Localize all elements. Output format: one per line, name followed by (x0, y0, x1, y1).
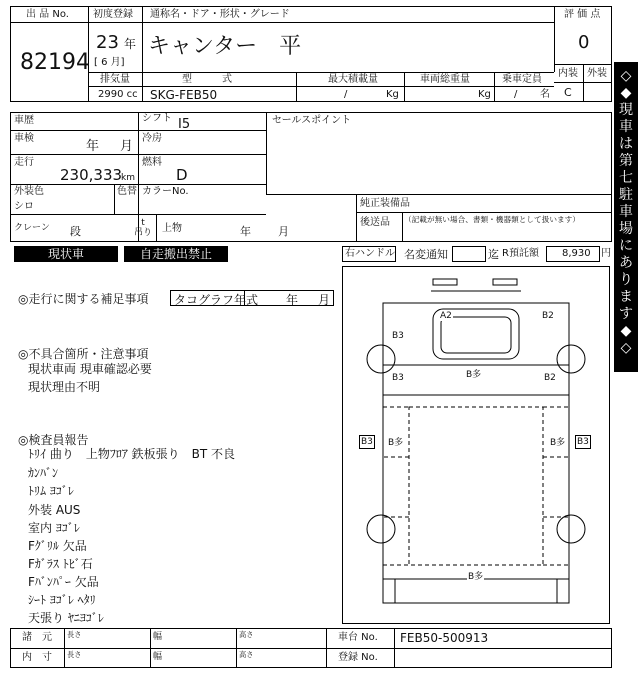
chassis-no: FEB50-500913 (400, 631, 489, 645)
banner-char: ◇ (620, 340, 632, 356)
car-name-label: 通称名・ドア・形状・グレード (150, 9, 290, 20)
banner-char: ま (619, 289, 633, 305)
interior-grade-label: 内装 (558, 68, 578, 79)
exterior-color-value: シロ (14, 201, 34, 212)
name-change-label: 名変通知 (404, 248, 448, 261)
lot-no-label: 出 品 No. (26, 9, 69, 20)
capacity-unit: 名 (540, 89, 550, 100)
banner-char: 現 (619, 102, 633, 118)
dimensions-label: 諸 元 (22, 632, 52, 643)
inspector-line: ﾄﾘﾑ ﾖｺﾞﾚ (28, 484, 74, 498)
banner-char: に (619, 238, 633, 254)
standard-equipment-label: 純正装備品 (360, 198, 410, 209)
banner-char: 七 (619, 170, 633, 186)
inspector-line: Fﾊﾞﾝﾊﾟｰ 欠品 (28, 575, 99, 589)
damage-mark: B多 (387, 435, 404, 448)
expiry-label: 迄 (488, 248, 499, 261)
recycle-unit: 円 (601, 248, 611, 259)
inspection-year: 年 (86, 139, 100, 154)
damage-mark: A2 (440, 311, 452, 321)
crane-stage: 段 (70, 225, 81, 238)
displacement: 2990 cc (98, 89, 138, 100)
upper-month: 月 (278, 225, 289, 238)
shift-label: シフト (142, 113, 172, 124)
inspector-line: ｶﾝﾊﾞﾝ (28, 466, 59, 480)
inspector-line: 室内 ﾖｺﾞﾚ (28, 521, 80, 535)
damage-mark-box: B3 (577, 437, 589, 447)
fuel-label: 燃料 (142, 157, 162, 168)
handle-value: 右ハンドル (345, 248, 395, 259)
crane-ton: t 吊り (134, 218, 153, 238)
damage-mark-box: B3 (361, 437, 373, 447)
height-label: 高さ (239, 631, 254, 640)
width-label: 幅 (153, 652, 163, 662)
mileage-unit: km (121, 173, 135, 183)
recycle-value: 8,930 (562, 248, 591, 259)
fuel-value: D (176, 166, 188, 184)
exterior-color-label: 外装色 (14, 186, 44, 197)
crane-label: クレーン (14, 223, 50, 233)
color-change-label: 色替 (117, 186, 137, 197)
defect-line: 現状理由不明 (28, 380, 101, 394)
capacity-slash: / (514, 89, 518, 100)
self-drive-prohibited-badge: 自走搬出禁止 (124, 246, 228, 262)
mileage-value: 230,333 (60, 166, 123, 184)
damage-mark: B3 (392, 373, 404, 383)
name-change-box (452, 246, 486, 262)
tacho-label: タコグラフ年式 (174, 293, 259, 307)
banner-char: 場 (619, 221, 633, 237)
damage-mark: B2 (544, 373, 556, 383)
tacho-month: 月 (318, 293, 331, 307)
model-value: SKG-FEB50 (150, 88, 218, 102)
height-label: 高さ (239, 651, 254, 660)
inspection-label: 車検 (14, 133, 34, 144)
banner-char: ◆ (620, 85, 632, 101)
damage-mark: B多 (465, 367, 482, 380)
banner-char: 駐 (619, 187, 633, 203)
model-label: 型 式 (182, 74, 232, 85)
year-unit: 年 (124, 37, 137, 51)
vehicle-damage-diagram (342, 266, 610, 624)
banner-char: ◇ (620, 68, 632, 84)
damage-mark: B2 (542, 311, 554, 321)
registration-month: [ 6 月] (94, 57, 125, 68)
mileage-label: 走行 (14, 157, 34, 168)
capacity-label: 乗車定員 (502, 74, 542, 85)
inspector-line: ﾄﾘｲ 曲り 上物ﾌﾛｱ 鉄板張り BT 不良 (28, 447, 236, 461)
inspector-title: ◎検査員報告 (18, 433, 89, 447)
damage-mark: B多 (467, 569, 484, 582)
recycle-label: R預託額 (502, 248, 539, 259)
delivery-note: （記載が無い場合、書類・機器類として扱います） (404, 216, 580, 225)
tacho-year: 年 (286, 293, 299, 307)
defect-title: ◎不具合箇所・注意事項 (18, 347, 149, 361)
damage-mark: B3 (392, 331, 404, 341)
gross-weight-label: 車両総重量 (420, 74, 470, 85)
inspector-line: Fｶﾞﾗｽ ﾄﾋﾞ石 (28, 557, 93, 571)
score-value: 0 (578, 32, 590, 53)
banner-char: 車 (619, 204, 633, 220)
banner-char: す (619, 306, 633, 322)
registration-year: 23 (96, 32, 119, 53)
damage-mark: B多 (549, 435, 566, 448)
sales-point-label: セールスポイント (272, 115, 352, 126)
banner-char: は (619, 136, 633, 152)
width-label: 幅 (153, 632, 163, 642)
inspector-line: 外装 AUS (28, 503, 81, 517)
displacement-label: 排気量 (100, 74, 130, 85)
driving-notes-title: ◎走行に関する補足事項 (18, 292, 149, 306)
score-label: 評 価 点 (564, 9, 601, 20)
first-registration-label: 初度登録 (93, 9, 133, 20)
lot-no: 82194 (20, 50, 90, 75)
location-banner-text (614, 68, 638, 357)
inspector-line: Fｸﾞﾘﾙ 欠品 (28, 539, 87, 553)
banner-char: り (619, 272, 633, 288)
inspector-line: ｼｰﾄ ﾖｺﾞﾚ ﾍﾀﾘ (28, 593, 96, 607)
aircon-label: 冷房 (142, 133, 162, 144)
chassis-no-label: 車台 No. (338, 632, 378, 643)
interior-grade: C (564, 86, 572, 99)
gross-weight-unit: Kg (478, 89, 491, 100)
length-label: 長さ (67, 631, 82, 640)
inspection-month: 月 (120, 139, 134, 154)
shift-value: I5 (178, 117, 191, 132)
banner-char: あ (619, 255, 633, 271)
exterior-grade-label: 外装 (587, 68, 607, 79)
registration-no-label: 登録 No. (338, 652, 378, 663)
location-banner (614, 62, 638, 372)
max-load-unit: Kg (386, 89, 399, 100)
banner-char: 車 (619, 119, 633, 135)
length-label: 長さ (67, 651, 82, 660)
upper-label: 上物 (162, 223, 182, 234)
header-frame (10, 6, 612, 102)
delivery-label: 後送品 (360, 217, 390, 228)
car-name: キャンター 平 (148, 34, 302, 59)
upper-year: 年 (240, 225, 251, 238)
banner-char: 第 (619, 153, 633, 169)
banner-char: ◆ (620, 323, 632, 339)
history-label: 車歴 (14, 115, 34, 126)
max-load-label: 最大積載量 (328, 74, 378, 85)
color-code-label: カラーNo. (142, 186, 189, 197)
current-car-badge: 現状車 (14, 246, 118, 262)
max-load-slash: / (344, 89, 348, 100)
interior-dimensions-label: 内 寸 (22, 652, 52, 663)
inspector-line: 天張り ﾔﾆﾖｺﾞﾚ (28, 611, 104, 625)
defect-line: 現状車両 現車確認必要 (28, 362, 152, 376)
